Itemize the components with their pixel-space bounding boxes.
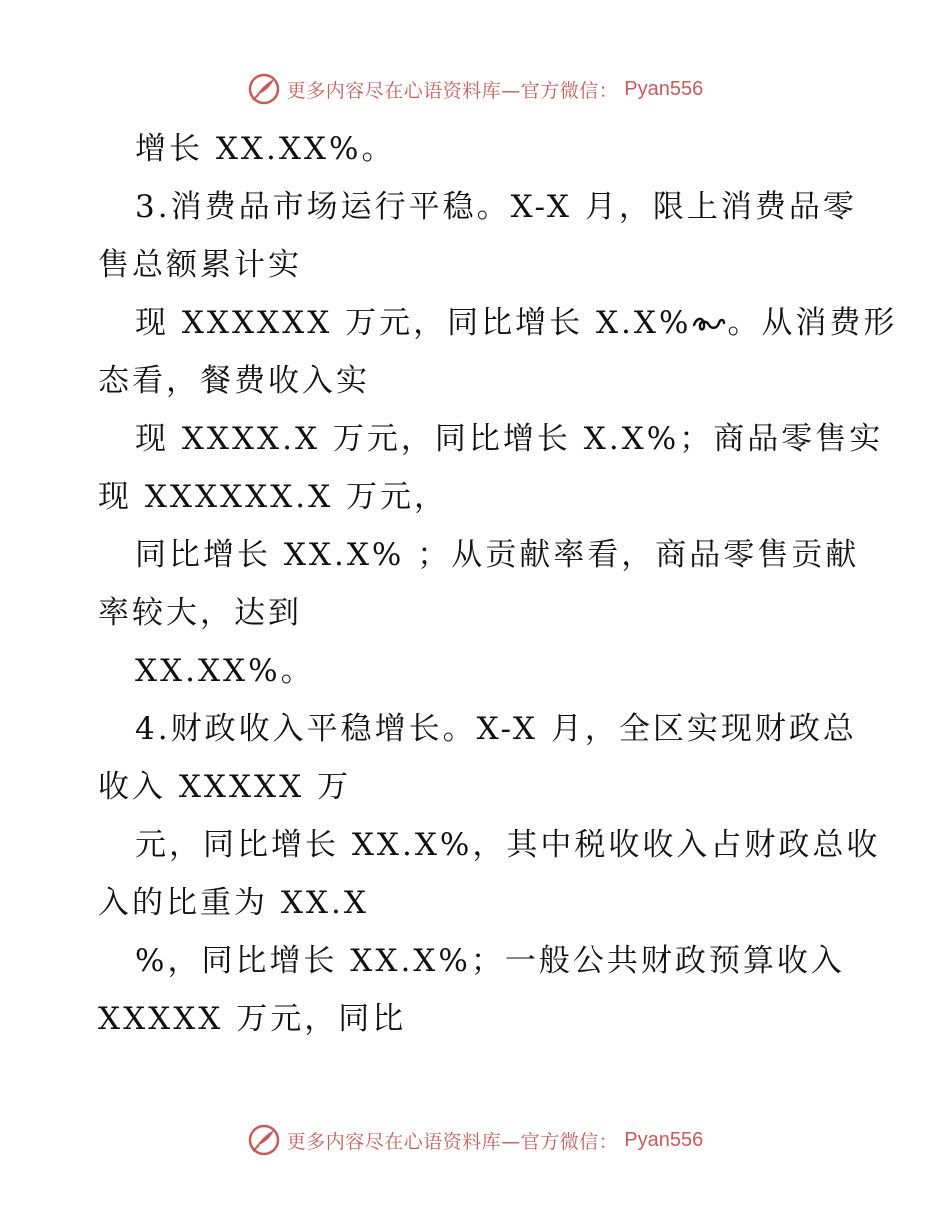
text-line: 4.财政收入平稳增长。X-X 月，全区实现财政总: [135, 711, 857, 747]
quill-emblem-icon: [247, 1123, 281, 1157]
text-line: 收入 XXXXX 万: [98, 769, 352, 805]
text-line: [98, 294, 898, 352]
text-line: 现 XXXX.X 万元，同比增长 X.X%；商品零售实: [135, 421, 884, 457]
text-line: 率较大，达到: [98, 595, 302, 631]
text-line: 售总额累计实: [98, 247, 302, 283]
text-line: 3.消费品市场运行平稳。X-X 月，限上消费品零: [135, 189, 857, 225]
header-watermark: [0, 72, 950, 106]
text-line: 元，同比增长 XX.X%，其中税收收入占财政总收: [135, 827, 881, 863]
text-line: 入的比重为 XX.X: [98, 885, 369, 921]
watermark-text: 更多内容尽在心语资料库—官方微信：: [286, 79, 619, 102]
text-line-segment: 现 XXXXXX 万元，同比增长 X.X%: [135, 305, 692, 341]
text-line: XXXXX 万元，同比: [98, 1001, 407, 1037]
watermark-wechat-id: Pyan556: [624, 1128, 704, 1151]
ornament-squiggle-icon: [691, 311, 727, 335]
text-line: %，同比增长 XX.X%；一般公共财政预算收入: [135, 943, 845, 979]
watermark-wechat-id: Pyan556: [624, 77, 704, 100]
quill-emblem-icon: [247, 72, 281, 106]
text-line-segment: 。从消费形: [727, 305, 898, 341]
text-line: XX.XX%。: [135, 653, 315, 689]
document-body: [98, 120, 898, 1048]
text-line: 同比增长 XX.X% ；从贡献率看，商品零售贡献: [135, 537, 860, 573]
watermark-text: 更多内容尽在心语资料库—官方微信：: [286, 1130, 619, 1153]
text-line: 现 XXXXXX.X 万元，: [98, 479, 449, 515]
text-line: 态看，餐费收入实: [98, 363, 370, 399]
text-line: 增长 XX.XX%。: [135, 131, 396, 167]
footer-watermark: [0, 1123, 950, 1157]
